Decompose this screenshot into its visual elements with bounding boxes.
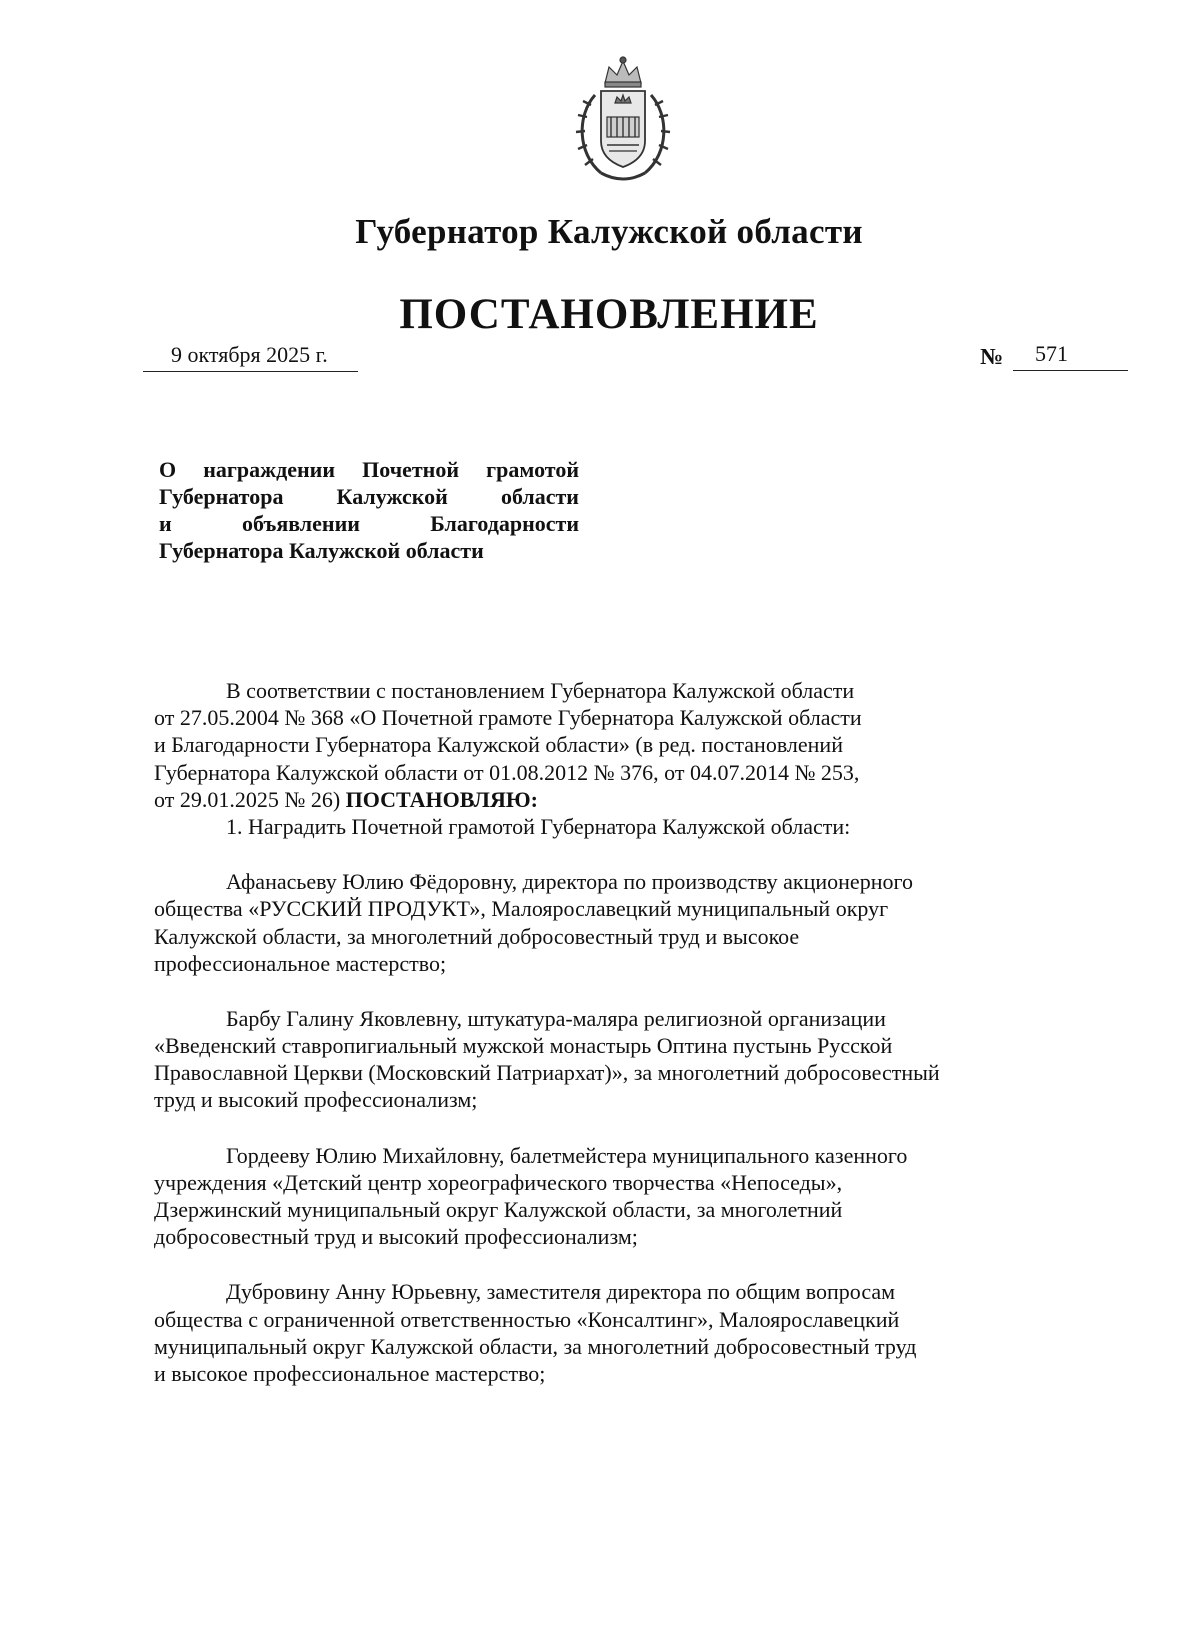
text-line: Губернатора Калужской области от 01.08.2012 № 376, от 04.07.2014 № 253, xyxy=(154,759,860,785)
text-line: и Благодарности Губернатора Калужской области» (в ред. постановлений xyxy=(154,732,843,758)
text-line: общества с ограниченной ответственностью «Консалтинг», Малоярославецкий xyxy=(154,1306,900,1332)
issuing-authority: Губернатор Калужской области xyxy=(355,212,863,251)
document-type-title: ПОСТАНОВЛЕНИЕ xyxy=(399,291,819,338)
preamble-tail: от 29.01.2025 № 26) xyxy=(154,786,346,812)
document-subject xyxy=(159,456,579,564)
subject-line: Губернатора Калужской области xyxy=(159,538,484,563)
subject-line: Губернатора Калужской области xyxy=(159,484,579,509)
document-body xyxy=(154,677,1077,1387)
text-line: Дубровину Анну Юрьевну, заместителя директора по общим вопросам xyxy=(226,1279,896,1305)
text-line: Барбу Галину Яковлевну, штукатура-маляра религиозной организации xyxy=(226,1005,886,1031)
number-sign: № xyxy=(980,344,1004,369)
number-field xyxy=(1013,342,1128,371)
subject-line: и объявлении Благодарности xyxy=(159,511,579,536)
text-line: от 27.05.2004 № 368 «О Почетной грамоте Губернатора Калужской области xyxy=(154,705,862,731)
preamble-paragraph xyxy=(154,677,1077,813)
date-field xyxy=(143,342,358,372)
text-line: «Введенский ставропигиальный мужской монастырь Оптина пустынь Русской xyxy=(154,1033,893,1059)
item-1-heading: 1. Наградить Почетной грамотой Губернатора Калужской области: xyxy=(226,813,851,839)
text-line: труд и высокий профессионализм; xyxy=(154,1087,478,1113)
awardee-paragraph xyxy=(154,1005,1077,1114)
text-line: Афанасьеву Юлию Фёдоровну, директора по производству акционерного xyxy=(226,869,913,895)
document-number: 571 xyxy=(1035,341,1068,366)
coat-of-arms-emblem xyxy=(571,55,675,187)
awardee-paragraph xyxy=(154,1142,1077,1251)
awardee-paragraph xyxy=(154,1278,1077,1387)
text-line: Гордееву Юлию Михайловну, балетмейстера муниципального казенного xyxy=(226,1142,908,1168)
text-line: Дзержинский муниципальный округ Калужской области, за многолетний xyxy=(154,1197,843,1222)
document-date: 9 октября 2025 г. xyxy=(171,342,328,367)
text-line: Калужской области, за многолетний добросовестный труд и высокое xyxy=(154,923,800,949)
text-line: профессиональное мастерство; xyxy=(154,950,447,976)
text-line: муниципальный округ Калужской области, за многолетний добросовестный труд xyxy=(154,1333,917,1359)
decree-word: ПОСТАНОВЛЯЮ: xyxy=(345,786,538,812)
text-line: и высокое профессиональное мастерство; xyxy=(154,1360,546,1386)
text-line: В соответствии с постановлением Губернатора Калужской области xyxy=(226,678,855,703)
text-line: добросовестный труд и высокий профессионализм; xyxy=(154,1224,638,1250)
subject-line: О награждении Почетной грамотой xyxy=(159,457,579,482)
text-line: учреждения «Детский центр хореографического творчества «Непоседы», xyxy=(154,1169,843,1195)
text-line: Православной Церкви (Московский Патриархат)», за многолетний добросовестный xyxy=(154,1060,940,1086)
text-line: общества «РУССКИЙ ПРОДУКТ», Малоярославецкий муниципальный округ xyxy=(154,896,889,922)
text-line xyxy=(154,786,1077,813)
awardee-paragraph xyxy=(154,868,1077,977)
